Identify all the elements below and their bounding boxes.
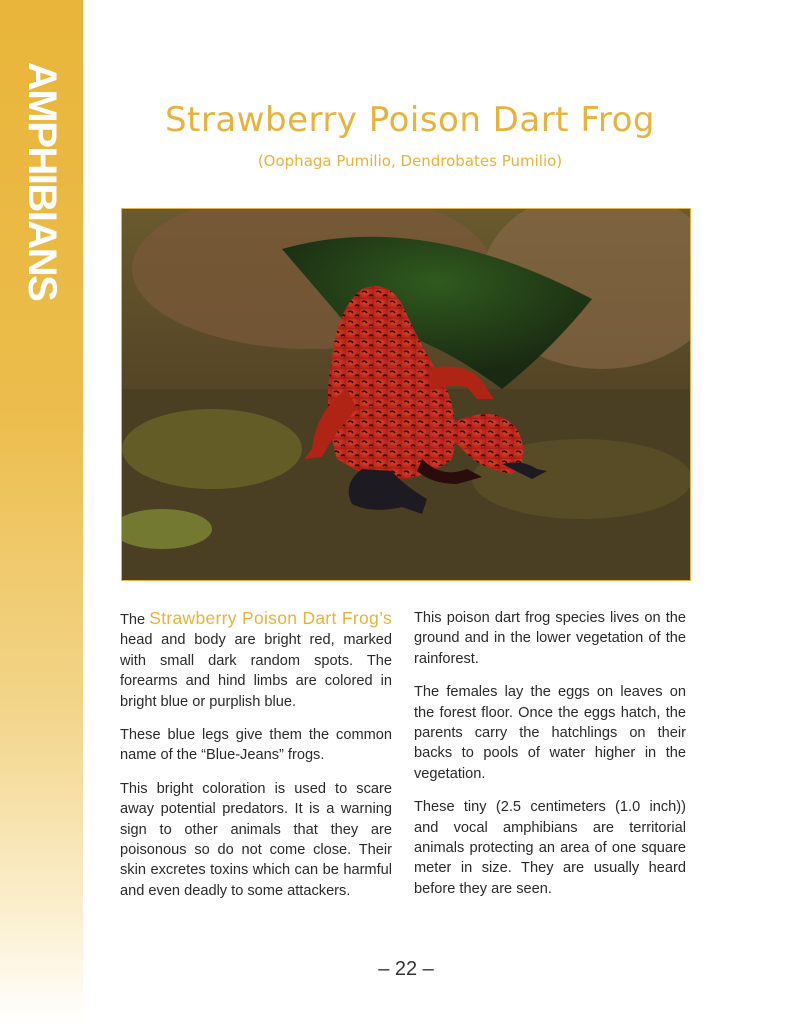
paragraph — [120, 608, 392, 712]
page-title: Strawberry Poison Dart Frog — [164, 100, 656, 140]
side-tab-bar — [0, 0, 83, 1024]
side-tab-label: AMPHIBIANS — [20, 62, 64, 301]
frog-illustration — [122, 209, 690, 580]
article-column-right — [414, 608, 686, 912]
paragraph: This poison dart frog species lives on the ground and in the lower vegetation of the rainforest. — [414, 610, 686, 667]
paragraph: This bright coloration is used to scare away potential predators. It is a warning sign to other animals that they are poisonous so do not come close. Their skin excretes toxins which can be harmful and even deadly to some attackers. — [120, 780, 392, 899]
frog-photo — [121, 208, 691, 581]
paragraph-lead: The — [120, 612, 146, 628]
paragraph-text: head and body are bright red, marked with small dark random spots. The forearms and hind limbs are colored in bright blue or purplish blue. — [120, 632, 392, 710]
side-tab — [18, 62, 66, 301]
paragraph: These blue legs give them the common name of the “Blue-Jeans” frogs. — [120, 727, 392, 764]
scientific-name: (Oophaga Pumilio, Dendrobates Pumilio) — [257, 152, 563, 170]
paragraph: These tiny (2.5 centimeters (1.0 inch)) and vocal amphibians are territorial animals protecting an area of one square meter in size. They are usually heard before they are seen. — [414, 799, 686, 897]
paragraph: The females lay the eggs on leaves on the forest floor. Once the eggs hatch, the parents carry the hatchlings on their backs to pools of water higher in the vegetation. — [414, 684, 686, 782]
species-name-highlight: Strawberry Poison Dart Frog’s — [149, 608, 392, 628]
page-number: – 22 – — [378, 958, 434, 980]
article-column-left — [120, 608, 392, 914]
